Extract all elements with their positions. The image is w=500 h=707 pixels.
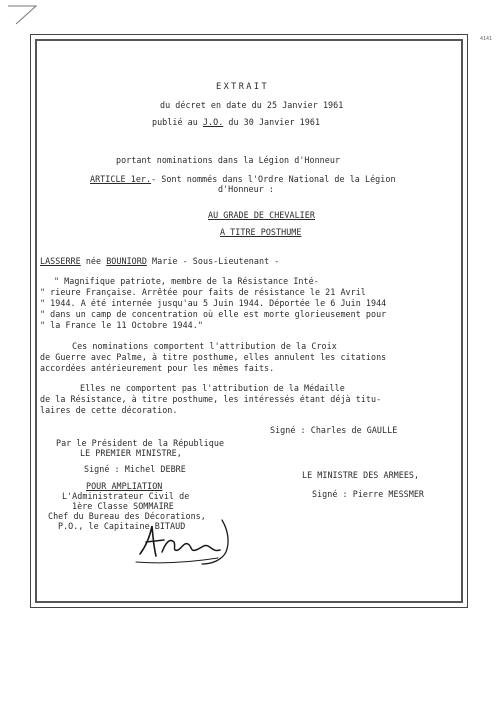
signed-gaulle: Signé : Charles de GAULLE: [270, 425, 398, 435]
croix-paragraph-line: accordées antérieurement pour les mêmes faits.: [40, 363, 275, 373]
frame-number: 4141: [479, 36, 492, 42]
recipient-born: née: [80, 256, 107, 266]
president-line: Par le Président de la République: [56, 438, 225, 448]
ampliation-line: Chef du Bureau des Décorations,: [48, 511, 206, 521]
signed-messmer: Signé : Pierre MESSMER: [312, 489, 425, 499]
medaille-paragraph-line: Elles ne comportent pas l'attribution de la Médaille: [80, 383, 345, 393]
recipient-maiden-name: BOUNIORD: [106, 256, 147, 266]
prime-minister-title: LE PREMIER MINISTRE,: [80, 448, 182, 458]
decree-subject: portant nominations dans la Légion d'Honneur: [116, 155, 341, 165]
medaille-paragraph-line: laires de cette décoration.: [40, 405, 178, 415]
recipient-rest: Marie - Sous-Lieutenant -: [146, 256, 280, 266]
citation-line: " 1944. A été internée jusqu'au 5 Juin 1944. Déportée le 6 Juin 1944: [40, 298, 387, 308]
publication-suffix: du 30 Janvier 1961: [223, 117, 321, 127]
citation-line: " rieure Française. Arrêtée pour faits de résistance le 21 Avril: [40, 287, 366, 297]
publication-line: [152, 117, 320, 127]
grade-heading: AU GRADE DE CHEVALIER: [208, 210, 315, 220]
document-title: EXTRAIT: [216, 82, 270, 92]
article-line-1: [90, 174, 396, 184]
citation-line: " Magnifique patriote, membre de la Résistance Inté-: [54, 276, 319, 286]
handwritten-signature: [132, 512, 242, 572]
citation-line: " la France le 11 Octobre 1944.": [40, 320, 203, 330]
croix-paragraph-line: de Guerre avec Palme, à titre posthume, elles annulent les citations: [40, 352, 387, 362]
croix-paragraph-line: Ces nominations comportent l'attribution de la Croix: [72, 341, 337, 351]
ampliation-heading: POUR AMPLIATION: [86, 481, 163, 491]
decree-date-line: du décret en date du 25 Janvier 1961: [160, 100, 344, 110]
medaille-paragraph-line: de la Résistance, à titre posthume, les intéressés étant déjà titu-: [40, 394, 382, 404]
ampliation-line: 1ère Classe SOMMAIRE: [72, 501, 174, 511]
article-text-1: - Sont nommés dans l'Ordre National de la Légion: [151, 174, 396, 184]
recipient-surname: LASSERRE: [40, 256, 81, 266]
corner-fold-mark: [6, 4, 40, 28]
ampliation-line: P.O., le Capitaine BITAUD: [58, 521, 186, 531]
journal-officiel-ref: J.O.: [202, 117, 224, 127]
grade-subheading: A TITRE POSTHUME: [220, 227, 302, 237]
army-minister-title: LE MINISTRE DES ARMEES,: [302, 470, 420, 480]
recipient-line: [40, 256, 279, 266]
citation-line: " dans un camp de concentration où elle est morte glorieusement pour: [40, 309, 387, 319]
article-label: ARTICLE 1er.: [90, 174, 152, 184]
ampliation-line: L'Administrateur Civil de: [62, 491, 190, 501]
article-line-2: d'Honneur :: [218, 184, 275, 194]
publication-prefix: publié au: [152, 117, 203, 127]
signed-debre: Signé : Michel DEBRE: [84, 464, 186, 474]
